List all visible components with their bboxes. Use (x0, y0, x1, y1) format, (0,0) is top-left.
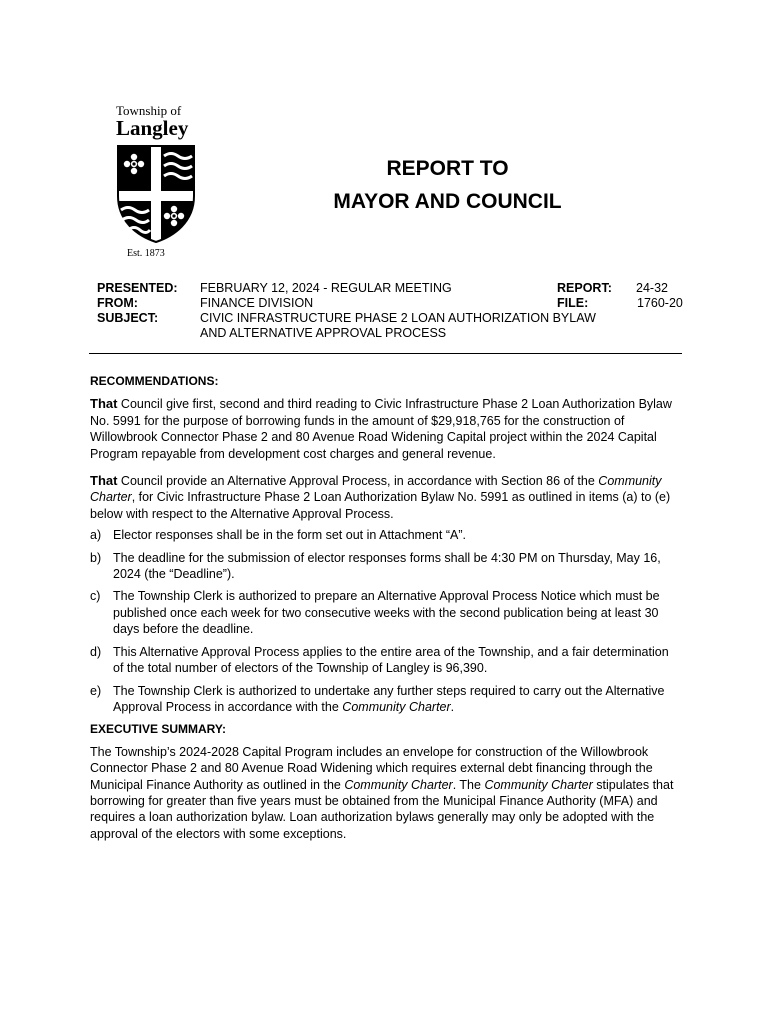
file-label: FILE: (557, 296, 589, 310)
item-text (113, 683, 680, 716)
report-title-line-1: REPORT TO (386, 157, 509, 180)
item-text-a: The Township Clerk is authorized to undertake any further steps required to carry out the Alternative Approval Process in accordance with the (113, 683, 665, 714)
recommendations-heading: RECOMMENDATIONS: (90, 374, 219, 388)
item-marker: b) (90, 550, 102, 565)
file-number: 1760-20 (637, 296, 683, 310)
recommendation-paragraph-1 (90, 396, 680, 462)
recommendation-paragraph-2 (90, 473, 680, 522)
community-charter-ref: Community Charter (90, 474, 662, 505)
report-title-line-2: MAYOR AND COUNCIL (333, 190, 562, 213)
item-text-b: . (450, 699, 455, 714)
item-text: The Township Clerk is authorized to prepare an Alternative Approval Process Notice which must be published once each week for two consecutive weeks with the second publication being at least 30 days before the deadline. (113, 589, 660, 637)
item-marker: e) (90, 683, 102, 698)
recommendation-1-lead: That (90, 396, 118, 412)
township-logo (108, 100, 200, 266)
community-charter-ref: Community Charter (342, 699, 451, 714)
report-body (90, 373, 680, 842)
recommendation-2-text-a: Council provide an Alternative Approval Process, in accordance with Section 86 of the (117, 474, 599, 489)
header-divider (89, 353, 682, 354)
recommendation-2-lead: That (90, 473, 118, 489)
subject-label: SUBJECT: (97, 311, 159, 325)
list-item (90, 527, 680, 543)
community-charter-ref: Community Charter (484, 777, 593, 792)
executive-summary-paragraph (90, 744, 680, 842)
report-label: REPORT: (557, 281, 612, 295)
subject-line-1: CIVIC INFRASTRUCTURE PHASE 2 LOAN AUTHORIZATION BYLAW (200, 311, 596, 325)
community-charter-ref: Community Charter (344, 777, 453, 792)
report-number: 24-32 (636, 281, 668, 295)
list-item (90, 550, 680, 583)
recommendation-items (90, 527, 680, 715)
item-marker: a) (90, 528, 102, 543)
summary-text-a: The Township’s 2024-2028 Capital Program includes an envelope for construction of the Willowbrook Connector Phase 2 and 80 Avenue Road Widening which requires external debt financing through the Municipal Finance Authority as outlined in the (90, 744, 653, 792)
list-item (90, 683, 680, 716)
item-text: Elector responses shall be in the form set out in Attachment “A”. (113, 528, 466, 543)
logo-established: Est. 1873 (127, 248, 165, 259)
from-label: FROM: (97, 296, 138, 310)
presented-value: FEBRUARY 12, 2024 - REGULAR MEETING (200, 281, 452, 295)
list-item (90, 644, 680, 677)
logo-line-1: Township of (116, 103, 182, 118)
item-text: This Alternative Approval Process applies to the entire area of the Township, and a fair determination of the total number of electors of the Township of Langley is 96,390. (113, 644, 669, 676)
shield-icon (116, 144, 196, 244)
item-marker: c) (90, 589, 101, 604)
item-marker: d) (90, 644, 102, 659)
subject-line-2: AND ALTERNATIVE APPROVAL PROCESS (200, 326, 447, 340)
recommendation-2-text-b: , for Civic Infrastructure Phase 2 Loan Authorization Bylaw No. 5991 as outlined in items (a) to (e) below with respect to the Alternative Approval Process. (90, 490, 671, 521)
list-item (90, 588, 680, 637)
summary-text-c: stipulates that borrowing for greater than five years must be obtained from the Municipal Finance Authority (MFA) and requires a loan authorization bylaw. Loan authorization bylaws generally may only be adopted with the approval of the electors with some exceptions. (90, 777, 674, 841)
logo-line-2: Langley (116, 116, 189, 140)
item-text: The deadline for the submission of elector responses forms shall be 4:30 PM on Thursday, May 16, 2024 (the “Deadline”). (113, 550, 661, 582)
from-value: FINANCE DIVISION (200, 296, 314, 310)
presented-label: PRESENTED: (97, 281, 178, 295)
executive-summary-heading: EXECUTIVE SUMMARY: (90, 722, 227, 737)
summary-text-b: . The (452, 777, 485, 792)
recommendation-1-text: Council give first, second and third reading to Civic Infrastructure Phase 2 Loan Authorization Bylaw No. 5991 for the purpose of borrowing funds in the amount of $29,918,765 for the construction of Willowbrook Connector Phase 2 and 80 Avenue Road Widening Capital project within the 2024 Capital Program repayable from development cost charges and general revenue. (90, 397, 672, 461)
